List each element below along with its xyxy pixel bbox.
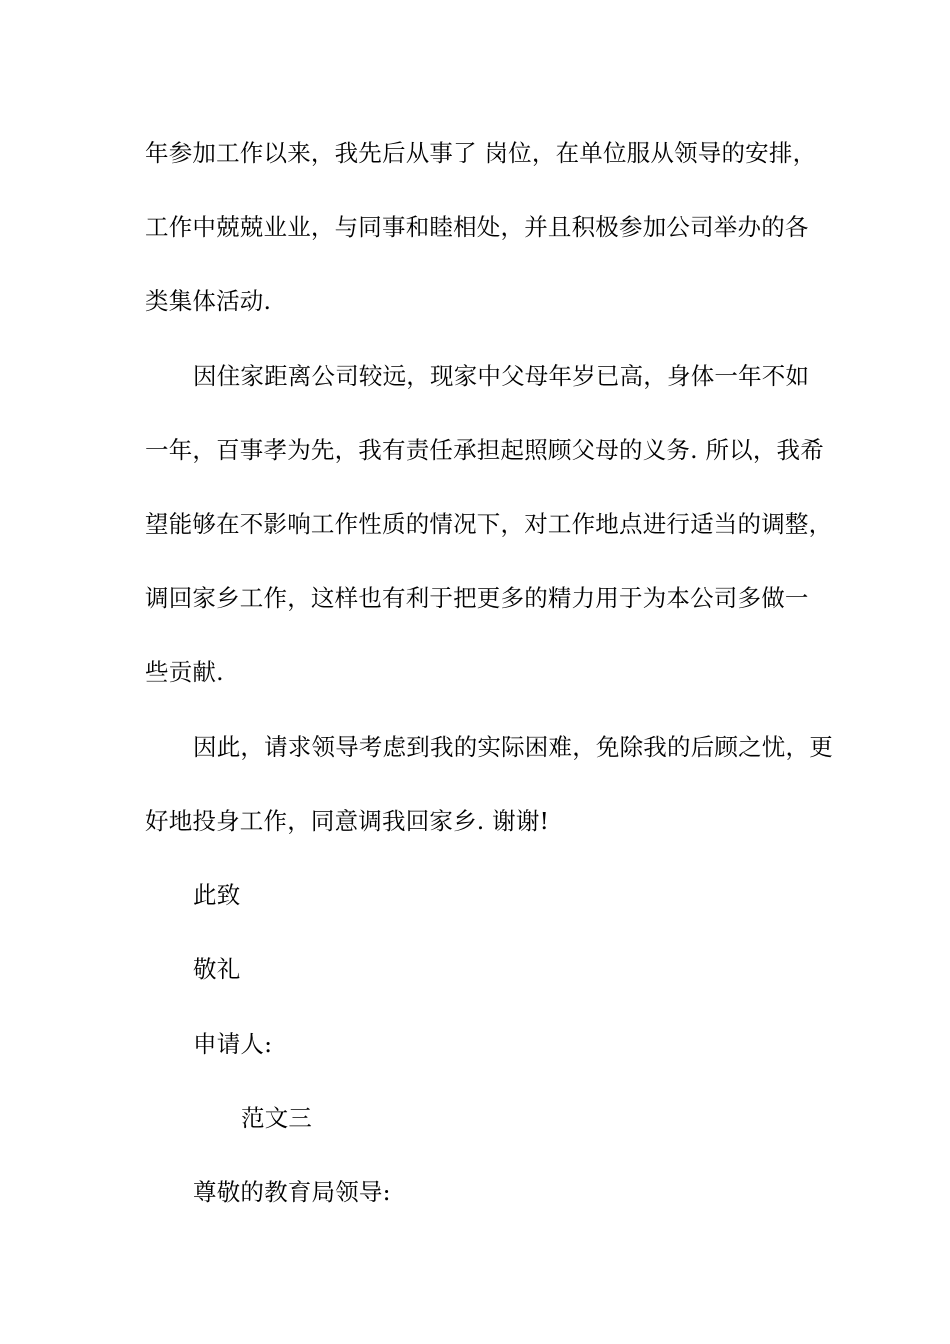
section-title: 范文三 — [241, 1104, 313, 1132]
closing-applicant: 申请人: — [193, 1030, 273, 1058]
paragraph1-line2: 工作中兢兢业业，与同事和睦相处，并且积极参加公司举办的各 — [145, 213, 809, 241]
closing-regards: 敬礼 — [193, 955, 241, 983]
paragraph2-line5: 些贡献. — [145, 658, 224, 686]
paragraph2-line4: 调回家乡工作，这样也有利于把更多的精力用于为本公司多做一 — [145, 584, 809, 612]
closing-salutation: 此致 — [193, 881, 241, 909]
paragraph2-line3: 望能够在不影响工作性质的情况下，对工作地点进行适当的调整， — [145, 510, 833, 538]
paragraph1-line1: 年参加工作以来，我先后从事了 岗位，在单位服从领导的安排， — [145, 139, 817, 167]
next-letter-greeting: 尊敬的教育局领导: — [193, 1178, 391, 1206]
paragraph2-line1: 因住家距离公司较远，现家中父母年岁已高，身体一年不如 — [193, 362, 810, 390]
paragraph3-line1: 因此，请求领导考虑到我的实际困难，免除我的后顾之忧，更 — [193, 733, 833, 761]
paragraph2-line2: 一年，百事孝为先，我有责任承担起照顾父母的义务. 所以，我希 — [145, 436, 824, 464]
paragraph1-line3: 类集体活动. — [145, 287, 272, 315]
paragraph3-line2: 好地投身工作，同意调我回家乡. 谢谢! — [145, 807, 550, 835]
